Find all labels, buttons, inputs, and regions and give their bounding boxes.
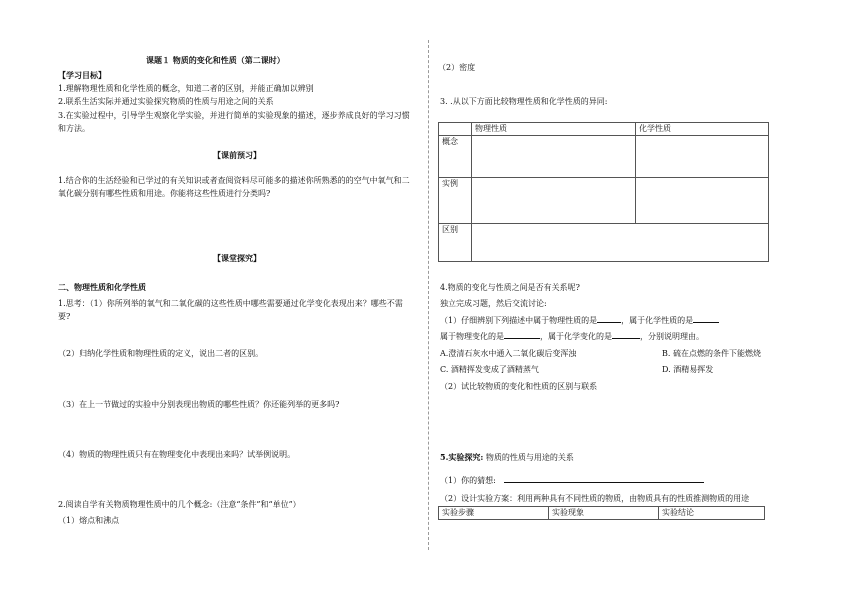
- guess-label: （1）你的猜想:: [440, 476, 496, 485]
- experiment-header-conclusion: 实验结论: [659, 507, 765, 520]
- table-row: [439, 136, 769, 178]
- option-a: A.澄清石灰水中通入二氧化碳后变浑浊: [440, 349, 577, 358]
- objective-2: 2.联系生活实际并通过实验探究物质的性质与用途之间的关系: [58, 97, 274, 106]
- question-4-1-line2: [440, 330, 704, 342]
- compare-table-header-physical: 物理性质: [472, 123, 636, 136]
- question-1-4: （4）物质的物理性质只有在物理变化中表现出来吗？试举例说明。: [58, 450, 296, 459]
- question-1-3: （3）在上一节做过的实验中分别表现出物质的哪些性质？你还能列举的更多吗?: [58, 400, 340, 409]
- question-4-intro: 独立完成习题，然后交流讨论:: [440, 299, 547, 308]
- table-cell[interactable]: [472, 224, 769, 262]
- table-cell[interactable]: [472, 178, 636, 224]
- guess-line: [440, 474, 704, 486]
- section-title: 二、物理性质和化学性质: [58, 282, 146, 292]
- compare-table: [438, 122, 769, 262]
- design-text: （2）设计实验方案：利用两种具有不同性质的物质，由物质具有的性质推测物质的用途: [440, 494, 750, 503]
- question-2-1: （1）熔点和沸点: [58, 516, 120, 525]
- compare-row-label: 实例: [439, 178, 472, 224]
- answer-blank[interactable]: [612, 330, 640, 339]
- guess-answer-blank[interactable]: [504, 474, 704, 483]
- table-row: [439, 178, 769, 224]
- question-3: 3. .从以下方面比较物理性质和化学性质的异同:: [440, 97, 608, 106]
- answer-blank[interactable]: [504, 330, 540, 339]
- question-5-text: 物质的性质与用途的关系: [485, 453, 574, 462]
- page-title: 课题１ 物质的变化和性质（第二课时）: [146, 55, 285, 65]
- answer-blank[interactable]: [597, 314, 621, 323]
- table-cell[interactable]: [636, 178, 769, 224]
- table-cell[interactable]: [472, 136, 636, 178]
- question-1-2: （2）归纳化学性质和物理性质的定义，说出二者的区别。: [58, 349, 264, 358]
- left-column: [58, 0, 418, 607]
- preview-question-1: 1.结合你的生活经验和已学过的有关知识或者查阅资料尽可能多的描述你所熟悉的的空气中氧气和二氧化碳分别有哪些性质和用途。你能将这些性质进行分类吗?: [58, 176, 410, 198]
- preview-heading: 【课前预习】: [213, 150, 261, 160]
- experiment-table-header-row: [439, 507, 765, 520]
- experiment-header-phenomena: 实验现象: [549, 507, 659, 520]
- table-row: [439, 224, 769, 262]
- question-1: 1.思考：（1）你所列举的氧气和二氧化碳的这些性质中哪些需要通过化学变化表现出来？哪些不需要?: [58, 299, 403, 321]
- option-b: B. 硫在点燃的条件下能燃烧: [662, 349, 761, 358]
- experiment-table: [438, 506, 765, 520]
- compare-table-header-chemical: 化学性质: [636, 123, 769, 136]
- experiment-header-steps: 实验步骤: [439, 507, 549, 520]
- objectives-heading: 【学习目标】: [58, 70, 106, 80]
- objective-1: 1.理解物理性质和化学性质的概念，知道二者的区别，并能正确加以辨别: [58, 84, 314, 93]
- table-cell[interactable]: [636, 136, 769, 178]
- column-divider: [428, 40, 429, 550]
- compare-table-header-blank: [439, 123, 472, 136]
- question-4: 4.物质的变化与性质之间是否有关系呢?: [440, 283, 580, 292]
- question-4-2: （2）试比较物质的变化和性质的区别与联系: [440, 382, 598, 391]
- question-4-1-text-a: （1）仔细辨别下列描述中属于物理性质的是: [440, 316, 598, 325]
- right-column: [438, 0, 778, 607]
- option-c: C. 酒精挥发变成了酒精蒸气: [440, 365, 539, 374]
- option-d: D. 酒精易挥发: [662, 365, 714, 374]
- question-4-1-text-e: ，分别说明理由。: [640, 332, 704, 341]
- question-4-1-text-b: ，属于化学性质的是: [621, 316, 694, 325]
- question-2-2: （2）密度: [438, 63, 476, 72]
- question-4-1-line1: [440, 314, 719, 326]
- objective-3: 3.在实验过程中，引导学生观察化学实验，并进行简单的实验现象的描述，逐步养成良好的学习习惯和方法。: [58, 111, 410, 133]
- question-5: [440, 452, 574, 463]
- explore-heading: 【课堂探究】: [213, 253, 261, 263]
- question-4-1-text-d: ，属于化学变化的是: [540, 332, 612, 341]
- question-2: 2.阅读自学有关物质物理性质中的几个概念:（注意“条件”和“单位”）: [58, 500, 301, 509]
- answer-blank[interactable]: [693, 314, 719, 323]
- question-4-1-text-c: 属于物理变化的是: [440, 332, 504, 341]
- compare-row-label: 概念: [439, 136, 472, 178]
- compare-row-label: 区别: [439, 224, 472, 262]
- question-5-label: 5.实验探究:: [440, 452, 484, 462]
- compare-table-header-row: [439, 123, 769, 136]
